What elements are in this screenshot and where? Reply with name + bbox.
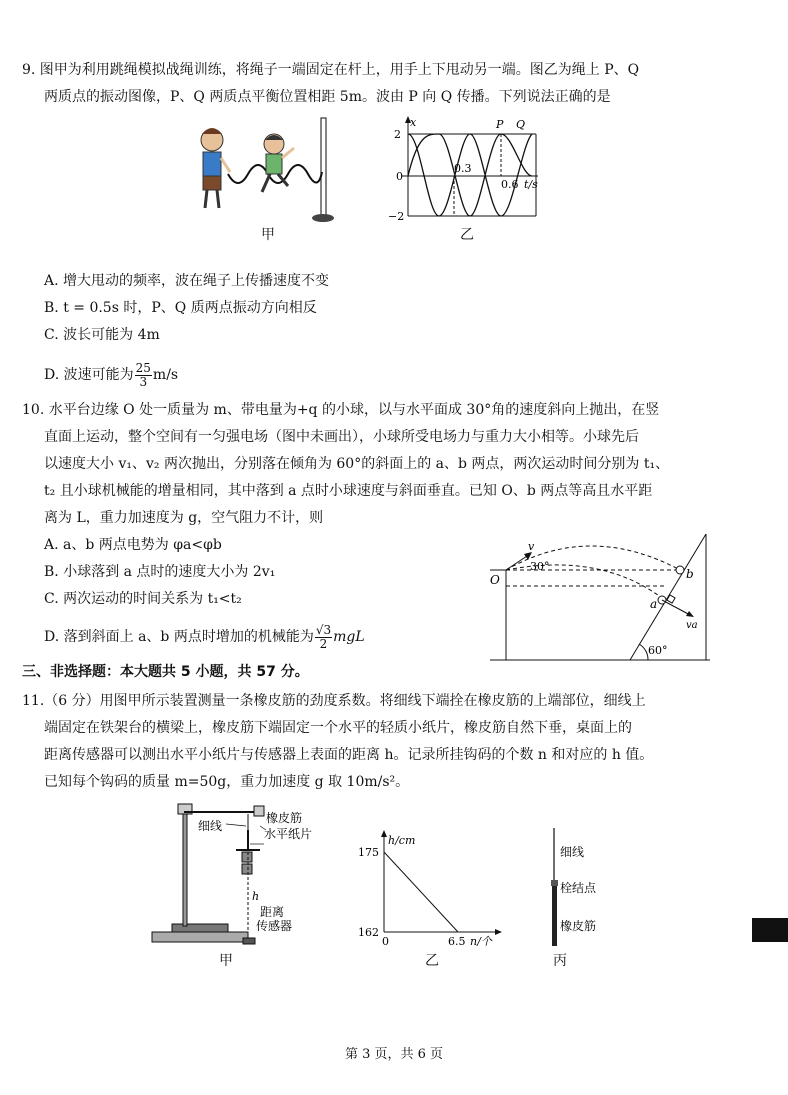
q11-stem-line2: 端固定在铁架台的横梁上，橡皮筋下端固定一个水平的轻质小纸片，橡皮筋自然下垂，桌面上的 <box>44 720 632 736</box>
q10-stem-line4: t₂ 且小球机械能的增量相同，其中落到 a 点时小球速度与斜面垂直。已知 O、b 两点等高且水平距 <box>44 483 653 499</box>
q9-graph-t2: 0.6 <box>501 178 519 191</box>
q11-fig-yi-caption: 乙 <box>425 953 439 969</box>
q9-graph-Q-label: Q <box>516 118 526 131</box>
q9-option-d-unit: m/s <box>152 367 179 383</box>
q11-yi-y-top: 175 <box>358 846 379 859</box>
q9-stem-line2: 两质点的振动图像，P、Q 两质点平衡位置相距 5m。波由 P 向 Q 传播。下列说法正确的是 <box>44 89 611 105</box>
q11-stem-line4: 已知每个钩码的质量 m=50g，重力加速度 g 取 10m/s²。 <box>44 774 410 790</box>
q10-option-b: B. 小球落到 a 点时的速度大小为 2v₁ <box>44 564 276 580</box>
q10-option-d-text: D. 落到斜面上 a、b 两点时增加的机械能为 <box>44 629 314 645</box>
page-footer: 第 3 页，共 6 页 <box>344 1047 444 1062</box>
q9-fig-yi-caption: 乙 <box>460 227 474 243</box>
q11-yi-y-label: h/cm <box>388 834 416 847</box>
q9-option-d <box>44 360 178 390</box>
q9-fig-jia-caption: 甲 <box>261 227 275 243</box>
q11-yi-x-end: 6.5 <box>448 935 466 946</box>
q11-yi-y-bottom: 162 <box>358 926 379 939</box>
q11-jia-xiangpijin-label: 橡皮筋 <box>266 811 303 825</box>
q10-fig-va-label: va <box>686 620 698 631</box>
q9-stem-line1: 9. 图甲为利用跳绳模拟战绳训练，将绳子一端固定在杆上，用手上下甩动另一端。图乙为绳上 P、Q <box>22 62 640 78</box>
q10-option-d-denominator: 2 <box>319 636 328 651</box>
q9-graph-P-label: P <box>496 118 504 131</box>
q10-fig-angle60: 60° <box>648 644 668 657</box>
q9-graph-t1: 0.3 <box>454 162 472 175</box>
q11-bing-xixian-label: 细线 <box>560 845 585 859</box>
q11-fig-jia-caption: 甲 <box>219 953 233 969</box>
q11-bing-shuanjiedian-label: 栓结点 <box>560 881 597 895</box>
q11-yi-origin: 0 <box>382 935 389 946</box>
q11-jia-zhipian-label: 水平纸片 <box>264 827 313 841</box>
q11-jia-chuanganqi-label: 传感器 <box>256 919 293 933</box>
q9-graph-y-bottom: −2 <box>388 210 405 223</box>
q10-option-d-post: mgL <box>333 629 365 645</box>
q10-stem-line1: 10. 水平台边缘 O 处一质量为 m、带电量为+q 的小球，以与水平面成 30°角的速度斜向上抛出，在竖 <box>22 402 660 418</box>
q11-stem-line3: 距离传感器可以测出水平小纸片与传感器上表面的距离 h。记录所挂钩码的个数 n 和对应的 h 值。 <box>44 747 654 763</box>
q9-option-c: C. 波长可能为 4m <box>44 327 160 343</box>
q10-fig-incline <box>490 532 712 662</box>
q9-option-d-denominator: 3 <box>139 374 148 389</box>
q10-option-d <box>44 622 365 652</box>
q10-fig-a-label: a <box>650 597 658 611</box>
q10-option-d-numerator: √3 <box>315 622 332 637</box>
q10-fig-O-label: O <box>490 573 500 587</box>
q10-fig-b-label: b <box>686 567 694 581</box>
q9-option-b: B. t = 0.5s 时，P、Q 质两点振动方向相反 <box>44 300 317 316</box>
q11-fig-jia-apparatus <box>148 800 318 950</box>
page-edge-tab <box>752 918 788 942</box>
q9-graph-origin: 0 <box>396 170 403 183</box>
q9-graph-y-label: x <box>410 116 417 129</box>
q9-graph-y-top: 2 <box>394 128 401 141</box>
q9-option-a: A. 增大甩动的频率，波在绳子上传播速度不变 <box>44 273 330 289</box>
q11-jia-h-label: h <box>252 890 260 903</box>
q9-graph-x-label: t/s <box>524 178 538 191</box>
q11-fig-bing-knot <box>540 826 620 948</box>
q9-fig-yi-vibration-graph <box>388 114 548 224</box>
q11-bing-xiangpijin-label: 橡皮筋 <box>560 919 597 933</box>
q10-fig-v-label: v <box>528 540 535 553</box>
q11-fig-bing-caption: 丙 <box>553 953 567 969</box>
q11-stem-line1: 11.（6 分）用图甲所示装置测量一条橡皮筋的劲度系数。将细线下端拴在橡皮筋的上端部位，细线上 <box>22 693 646 709</box>
q11-yi-x-label: n/个 <box>470 935 492 946</box>
q10-option-a: A. a、b 两点电势为 φa<φb <box>44 537 222 553</box>
q11-fig-yi-h-n-graph <box>358 828 506 946</box>
q9-option-d-fraction <box>135 362 152 389</box>
q9-option-d-text: D. 波速可能为 <box>44 367 134 383</box>
q9-fig-jia-rope-illustration <box>190 112 350 227</box>
q10-stem-line5: 离为 L，重力加速度为 g，空气阻力不计，则 <box>44 510 324 526</box>
q10-stem-line2: 直面上运动，整个空间有一匀强电场（图中未画出），小球所受电场力与重力大小相等。小球先后 <box>44 429 639 445</box>
section-3-heading: 三、非选择题：本大题共 5 小题，共 57 分。 <box>22 664 309 680</box>
q11-jia-xixian-label: 细线 <box>198 819 223 833</box>
q10-option-c: C. 两次运动的时间关系为 t₁<t₂ <box>44 591 242 607</box>
q11-jia-juli-label: 距离 <box>260 905 285 919</box>
q10-stem-line3: 以速度大小 v₁、v₂ 两次抛出，分别落在倾角为 60°的斜面上的 a、b 两点，两次运动时间分别为 t₁、 <box>44 456 670 472</box>
q10-option-d-fraction <box>315 624 332 651</box>
q10-fig-angle30: 30° <box>530 560 550 573</box>
q9-option-d-numerator: 25 <box>135 360 151 375</box>
